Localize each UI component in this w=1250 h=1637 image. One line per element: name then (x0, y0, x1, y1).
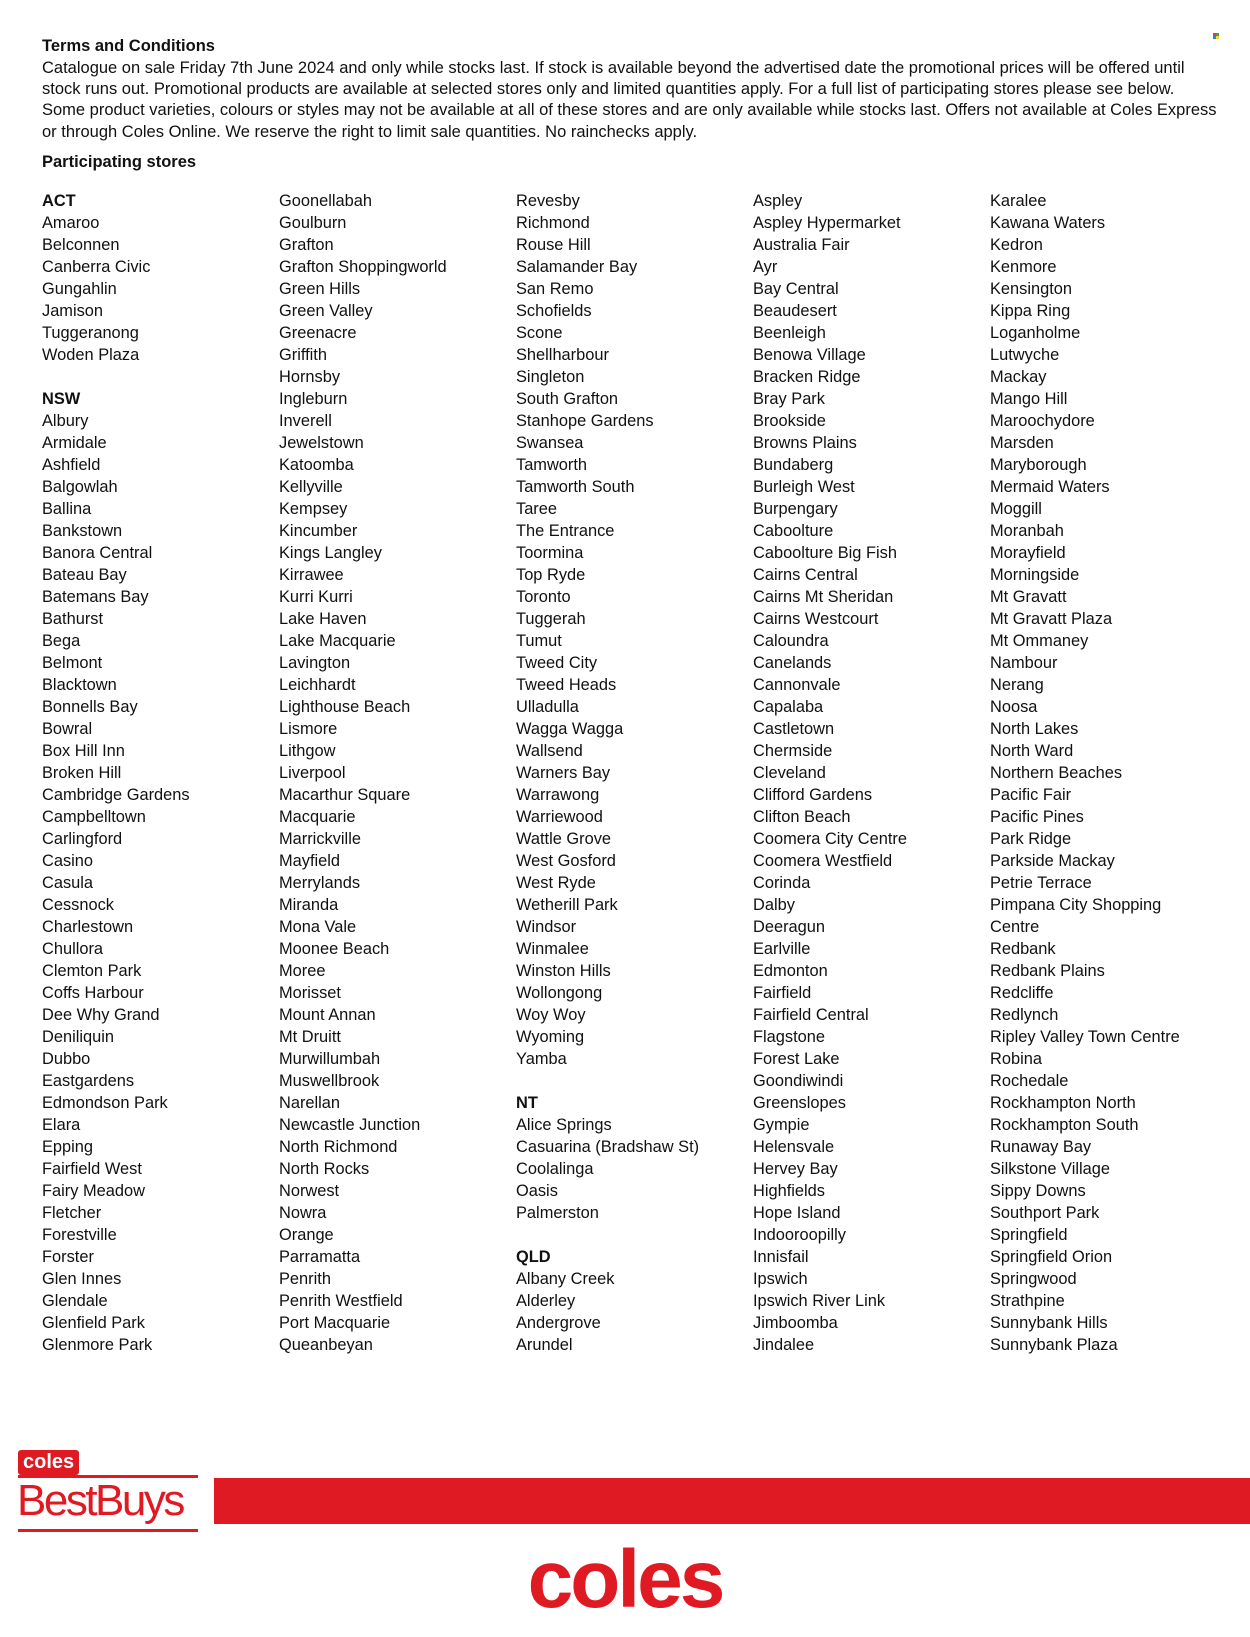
store-name: Greenacre (279, 324, 357, 342)
store-name: Marsden (990, 434, 1054, 452)
store-name: Mt Gravatt Plaza (990, 610, 1113, 628)
store-name: Castletown (753, 720, 835, 738)
store-name: Revesby (516, 192, 580, 210)
store-name: Pimpana City Shopping (990, 896, 1162, 914)
store-name: Grafton Shoppingworld (279, 258, 447, 276)
store-name: Canberra Civic (42, 258, 151, 276)
store-name: Marrickville (279, 830, 361, 848)
store-name: Fairfield (753, 984, 812, 1002)
store-name: Coffs Harbour (42, 984, 144, 1002)
store-name: Maryborough (990, 456, 1087, 474)
store-name: Katoomba (279, 456, 354, 474)
store-name: Goulburn (279, 214, 347, 232)
store-name: Morningside (990, 566, 1080, 584)
store-name: Ipswich River Link (753, 1292, 886, 1310)
store-name: Lighthouse Beach (279, 698, 411, 716)
store-name: Mt Ommaney (990, 632, 1089, 650)
store-name: Mona Vale (279, 918, 357, 936)
store-name: Batemans Bay (42, 588, 149, 606)
store-name: Sunnybank Hills (990, 1314, 1108, 1332)
store-name: Capalaba (753, 698, 824, 716)
store-name: Ballina (42, 500, 92, 518)
store-name: Glendale (42, 1292, 108, 1310)
store-name: Mackay (990, 368, 1047, 386)
store-name: Eastgardens (42, 1072, 135, 1090)
store-name: Andergrove (516, 1314, 601, 1332)
store-name: Clifton Beach (753, 808, 851, 826)
store-name: Deeragun (753, 918, 825, 936)
store-name: Mermaid Waters (990, 478, 1110, 496)
store-name: Top Ryde (516, 566, 586, 584)
store-name: Browns Plains (753, 434, 857, 452)
store-name: Pacific Fair (990, 786, 1072, 804)
store-name: Wagga Wagga (516, 720, 624, 738)
store-name: Ipswich (753, 1270, 808, 1288)
store-name: Jindalee (753, 1336, 815, 1354)
store-name: Redbank Plains (990, 962, 1105, 980)
store-name: Nerang (990, 676, 1044, 694)
store-name: Clemton Park (42, 962, 142, 980)
store-name: Lake Macquarie (279, 632, 396, 650)
store-name: The Entrance (516, 522, 615, 540)
store-name: Albury (42, 412, 89, 430)
store-name: Hervey Bay (753, 1160, 838, 1178)
store-name: Moggill (990, 500, 1042, 518)
store-name: Moonee Beach (279, 940, 390, 958)
store-name: Hornsby (279, 368, 341, 386)
store-name: Penrith (279, 1270, 331, 1288)
store-name: Tamworth (516, 456, 588, 474)
store-name: Hope Island (753, 1204, 841, 1222)
store-name: North Richmond (279, 1138, 398, 1156)
store-name: Flagstone (753, 1028, 825, 1046)
store-name: Cleveland (753, 764, 826, 782)
store-name: Mayfield (279, 852, 341, 870)
store-name: Swansea (516, 434, 584, 452)
store-name: Strathpine (990, 1292, 1065, 1310)
store-name: Tumut (516, 632, 562, 650)
store-name: Park Ridge (990, 830, 1072, 848)
store-name: Redbank (990, 940, 1056, 958)
store-name: Casula (42, 874, 94, 892)
store-name: Australia Fair (753, 236, 850, 254)
store-name: Caloundra (753, 632, 829, 650)
store-name: Bankstown (42, 522, 123, 540)
store-name: Cessnock (42, 896, 114, 914)
store-name: Winston Hills (516, 962, 611, 980)
store-name: Ayr (753, 258, 778, 276)
store-name: Noosa (990, 698, 1038, 716)
store-name: Queanbeyan (279, 1336, 373, 1354)
store-name: Yamba (516, 1050, 567, 1068)
store-name: Kings Langley (279, 544, 382, 562)
store-name: Centre (990, 918, 1040, 936)
store-name: Parramatta (279, 1248, 361, 1266)
store-name: Bracken Ridge (753, 368, 861, 386)
store-column-5 (990, 190, 1220, 1356)
store-name: Arundel (516, 1336, 573, 1354)
store-name: Narellan (279, 1094, 341, 1112)
list-spacer (516, 1070, 746, 1092)
store-name: Morisset (279, 984, 341, 1002)
store-name: Merrylands (279, 874, 361, 892)
store-name: Nambour (990, 654, 1058, 672)
store-name: Grafton (279, 236, 334, 254)
store-name: Ingleburn (279, 390, 348, 408)
store-name: Mt Druitt (279, 1028, 341, 1046)
store-name: Wetherill Park (516, 896, 618, 914)
store-name: Fairy Meadow (42, 1182, 145, 1200)
store-column-4 (753, 190, 983, 1356)
bestbuys-wordmark: BestBuys (17, 1476, 183, 1525)
store-name: Bay Central (753, 280, 839, 298)
store-name: Tweed City (516, 654, 598, 672)
store-name: Armidale (42, 434, 107, 452)
store-name: Springfield (990, 1226, 1068, 1244)
store-name: Kedron (990, 236, 1043, 254)
store-name: Gungahlin (42, 280, 117, 298)
store-name: Northern Beaches (990, 764, 1123, 782)
store-name: Warners Bay (516, 764, 611, 782)
store-name: Alderley (516, 1292, 576, 1310)
store-name: Nowra (279, 1204, 327, 1222)
store-name: Parkside Mackay (990, 852, 1115, 870)
store-name: Jewelstown (279, 434, 364, 452)
store-name: Coolalinga (516, 1160, 594, 1178)
store-name: Southport Park (990, 1204, 1100, 1222)
store-name: Innisfail (753, 1248, 809, 1266)
store-name: Petrie Terrace (990, 874, 1092, 892)
store-name: Redlynch (990, 1006, 1059, 1024)
store-name: Earlville (753, 940, 811, 958)
store-name: Cairns Mt Sheridan (753, 588, 894, 606)
store-name: Lutwyche (990, 346, 1060, 364)
store-name: Runaway Bay (990, 1138, 1092, 1156)
store-name: Highfields (753, 1182, 825, 1200)
store-name: Fairfield West (42, 1160, 142, 1178)
store-column-3 (516, 190, 746, 1356)
store-name: West Gosford (516, 852, 616, 870)
store-name: Glenfield Park (42, 1314, 145, 1332)
list-spacer (516, 1224, 746, 1246)
store-name: Rochedale (990, 1072, 1069, 1090)
store-name: Murwillumbah (279, 1050, 381, 1068)
store-name: Bray Park (753, 390, 825, 408)
store-name: Port Macquarie (279, 1314, 391, 1332)
store-name: Casino (42, 852, 94, 870)
store-name: Rouse Hill (516, 236, 591, 254)
store-name: Cairns Central (753, 566, 858, 584)
terms-title: Terms and Conditions (42, 37, 215, 55)
store-name: Beaudesert (753, 302, 837, 320)
store-name: Palmerston (516, 1204, 599, 1222)
store-name: Windsor (516, 918, 577, 936)
store-name: Wallsend (516, 742, 583, 760)
store-name: Belmont (42, 654, 103, 672)
store-name: Gympie (753, 1116, 810, 1134)
store-name: Ashfield (42, 456, 101, 474)
store-name: Balgowlah (42, 478, 118, 496)
store-name: Newcastle Junction (279, 1116, 421, 1134)
store-name: Glenmore Park (42, 1336, 153, 1354)
store-name: Moree (279, 962, 326, 980)
coles-bestbuys-logo (18, 1450, 200, 1532)
store-name: Kippa Ring (990, 302, 1071, 320)
store-name: Albany Creek (516, 1270, 615, 1288)
store-name: Elara (42, 1116, 81, 1134)
store-name: Kenmore (990, 258, 1057, 276)
store-name: Helensvale (753, 1138, 835, 1156)
store-name: Karalee (990, 192, 1047, 210)
store-name: Wyoming (516, 1028, 585, 1046)
store-name: North Rocks (279, 1160, 370, 1178)
store-name: Robina (990, 1050, 1042, 1068)
store-name: Maroochydore (990, 412, 1095, 430)
store-name: Aspley (753, 192, 803, 210)
store-name: Burpengary (753, 500, 838, 518)
store-name: North Lakes (990, 720, 1079, 738)
state-heading: NSW (42, 390, 81, 408)
store-name: Pacific Pines (990, 808, 1084, 826)
store-name: Mango Hill (990, 390, 1068, 408)
store-name: Coomera Westfield (753, 852, 893, 870)
store-name: Fletcher (42, 1204, 102, 1222)
store-name: Amaroo (42, 214, 100, 232)
store-name: Forster (42, 1248, 94, 1266)
store-name: Beenleigh (753, 324, 826, 342)
store-name: Wollongong (516, 984, 603, 1002)
store-name: Fairfield Central (753, 1006, 869, 1024)
store-column-2 (279, 190, 509, 1356)
state-heading: ACT (42, 192, 76, 210)
store-name: Scone (516, 324, 563, 342)
store-name: Carlingford (42, 830, 123, 848)
store-name: Blacktown (42, 676, 117, 694)
store-name: Coomera City Centre (753, 830, 907, 848)
store-name: Greenslopes (753, 1094, 846, 1112)
store-name: Penrith Westfield (279, 1292, 403, 1310)
store-name: Tweed Heads (516, 676, 617, 694)
store-name: Cairns Westcourt (753, 610, 879, 628)
store-name: Bega (42, 632, 81, 650)
store-name: Mt Gravatt (990, 588, 1067, 606)
store-name: Tamworth South (516, 478, 635, 496)
store-name: Toronto (516, 588, 571, 606)
store-name: Caboolture (753, 522, 834, 540)
store-name: Cambridge Gardens (42, 786, 190, 804)
store-name: Banora Central (42, 544, 153, 562)
store-column-1 (42, 190, 272, 1356)
store-name: Canelands (753, 654, 832, 672)
store-name: Dee Why Grand (42, 1006, 160, 1024)
terms-body: Catalogue on sale Friday 7th June 2024 and only while stocks last. If stock is available beyond the advertised date the promotional prices will be offered until stock runs out. Promotional products are available at selected stores only and limited quantities apply. For a full list of participating stores please see below. Some product varieties, colours or styles may not be available at all of these stores and are only available while stocks last. Offers not available at Coles Express or through Coles Online. We reserve the right to limit sale quantities. No rainchecks apply. (42, 59, 1217, 141)
store-name: Woy Woy (516, 1006, 586, 1024)
store-name: Lake Haven (279, 610, 367, 628)
store-name: Jimboomba (753, 1314, 838, 1332)
store-name: Edmonton (753, 962, 828, 980)
corner-color-mark (1213, 33, 1221, 41)
store-name: Green Valley (279, 302, 373, 320)
store-name: Kensington (990, 280, 1073, 298)
store-name: Forestville (42, 1226, 117, 1244)
store-name: Warriewood (516, 808, 603, 826)
store-name: South Grafton (516, 390, 619, 408)
store-name: Goonellabah (279, 192, 372, 210)
store-name: Springwood (990, 1270, 1077, 1288)
store-name: Green Hills (279, 280, 361, 298)
store-name: Tuggerah (516, 610, 586, 628)
store-name: Macarthur Square (279, 786, 411, 804)
coles-logo: coles (527, 1534, 723, 1625)
store-name: Morayfield (990, 544, 1066, 562)
store-name: Griffith (279, 346, 327, 364)
store-name: Forest Lake (753, 1050, 840, 1068)
store-name: Charlestown (42, 918, 134, 936)
store-name: Leichhardt (279, 676, 356, 694)
store-name: Woden Plaza (42, 346, 140, 364)
store-name: Brookside (753, 412, 826, 430)
store-name: Liverpool (279, 764, 346, 782)
state-heading: NT (516, 1094, 538, 1112)
store-name: North Ward (990, 742, 1074, 760)
store-name: Benowa Village (753, 346, 866, 364)
store-name: Sippy Downs (990, 1182, 1086, 1200)
state-heading: QLD (516, 1248, 551, 1266)
store-name: Kincumber (279, 522, 358, 540)
store-name: Winmalee (516, 940, 589, 958)
store-name: Kawana Waters (990, 214, 1106, 232)
store-name: Dalby (753, 896, 795, 914)
store-name: Orange (279, 1226, 334, 1244)
store-name: Miranda (279, 896, 339, 914)
store-name: Bathurst (42, 610, 104, 628)
coles-badge: coles (18, 1450, 79, 1475)
store-name: Wattle Grove (516, 830, 612, 848)
store-name: Taree (516, 500, 557, 518)
store-name: Alice Springs (516, 1116, 612, 1134)
store-name: Salamander Bay (516, 258, 638, 276)
store-name: Ulladulla (516, 698, 579, 716)
store-name: Caboolture Big Fish (753, 544, 897, 562)
store-name: Mount Annan (279, 1006, 376, 1024)
store-name: Bowral (42, 720, 93, 738)
store-name: Muswellbrook (279, 1072, 380, 1090)
store-name: Cannonvale (753, 676, 841, 694)
store-name: Rockhampton North (990, 1094, 1136, 1112)
store-name: Sunnybank Plaza (990, 1336, 1118, 1354)
store-name: West Ryde (516, 874, 596, 892)
store-name: Norwest (279, 1182, 340, 1200)
store-name: San Remo (516, 280, 594, 298)
store-name: Kirrawee (279, 566, 344, 584)
store-name: Tuggeranong (42, 324, 139, 342)
store-name: Goondiwindi (753, 1072, 844, 1090)
store-name: Indooroopilly (753, 1226, 846, 1244)
store-name: Ripley Valley Town Centre (990, 1028, 1180, 1046)
store-name: Toormina (516, 544, 584, 562)
participating-stores-title: Participating stores (42, 153, 197, 171)
store-name: Lavington (279, 654, 351, 672)
store-name: Belconnen (42, 236, 120, 254)
store-name: Edmondson Park (42, 1094, 168, 1112)
store-name: Broken Hill (42, 764, 122, 782)
store-name: Lithgow (279, 742, 336, 760)
store-name: Redcliffe (990, 984, 1054, 1002)
store-name: Box Hill Inn (42, 742, 125, 760)
store-name: Chermside (753, 742, 833, 760)
store-name: Chullora (42, 940, 104, 958)
red-banner (214, 1478, 1250, 1524)
store-name: Bundaberg (753, 456, 834, 474)
store-name: Bateau Bay (42, 566, 127, 584)
store-name: Campbelltown (42, 808, 146, 826)
store-name: Kellyville (279, 478, 343, 496)
store-name: Clifford Gardens (753, 786, 873, 804)
store-name: Loganholme (990, 324, 1081, 342)
store-name: Kempsey (279, 500, 348, 518)
store-name: Springfield Orion (990, 1248, 1113, 1266)
store-name: Casuarina (Bradshaw St) (516, 1138, 700, 1156)
store-name: Dubbo (42, 1050, 91, 1068)
store-name: Lismore (279, 720, 338, 738)
store-name: Moranbah (990, 522, 1064, 540)
store-name: Corinda (753, 874, 811, 892)
store-name: Schofields (516, 302, 592, 320)
store-name: Deniliquin (42, 1028, 114, 1046)
store-name: Silkstone Village (990, 1160, 1110, 1178)
list-spacer (42, 366, 272, 388)
store-name: Epping (42, 1138, 94, 1156)
store-name: Glen Innes (42, 1270, 122, 1288)
store-name: Bonnells Bay (42, 698, 138, 716)
store-name: Oasis (516, 1182, 558, 1200)
store-name: Jamison (42, 302, 104, 320)
store-name: Rockhampton South (990, 1116, 1139, 1134)
store-name: Kurri Kurri (279, 588, 353, 606)
store-name: Aspley Hypermarket (753, 214, 901, 232)
store-name: Shellharbour (516, 346, 609, 364)
store-name: Richmond (516, 214, 590, 232)
store-name: Stanhope Gardens (516, 412, 654, 430)
store-name: Burleigh West (753, 478, 855, 496)
store-name: Warrawong (516, 786, 600, 804)
store-name: Inverell (279, 412, 332, 430)
store-name: Macquarie (279, 808, 356, 826)
store-name: Singleton (516, 368, 585, 386)
